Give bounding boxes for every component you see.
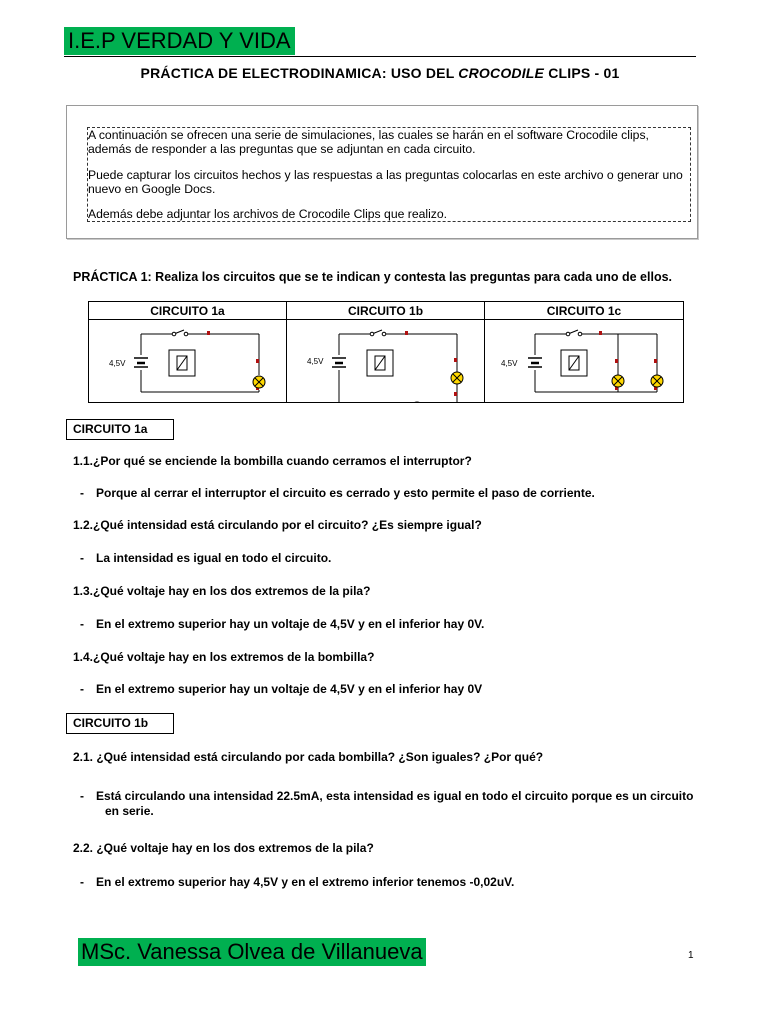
- section-label-1a: CIRCUITO 1a: [66, 419, 174, 440]
- terminal-icon: [654, 359, 657, 363]
- title-suffix: CLIPS - 01: [548, 65, 620, 81]
- circuit-1b-diagram: [287, 320, 484, 402]
- question-1-3: 1.3.¿Qué voltaje hay en los dos extremos de la pila?: [73, 584, 371, 598]
- title-italic: CROCODILE: [458, 65, 545, 81]
- terminal-icon: [256, 359, 259, 363]
- circuit-header-1c: CIRCUITO 1c: [485, 302, 684, 320]
- battery-label: 4,5V: [307, 357, 324, 366]
- document-title: [64, 65, 696, 81]
- question-1-4: 1.4.¿Qué voltaje hay en los extremos de la bombilla?: [73, 650, 375, 664]
- question-2-1: 2.1. ¿Qué intensidad está circulando por cada bombilla? ¿Son iguales? ¿Por qué?: [73, 750, 544, 764]
- battery-label: 4,5V: [501, 359, 518, 368]
- intro-paragraph-3: Además debe adjuntar los archivos de Crocodile Clips que realizo.: [88, 207, 448, 221]
- circuit-table: [88, 301, 684, 403]
- terminal-icon: [599, 331, 602, 335]
- circuit-1a-diagram: [89, 320, 286, 402]
- answer-2-2: - En el extremo superior hay 4,5V y en el extremo inferior tenemos -0,02uV.: [80, 875, 515, 889]
- question-1-1: 1.1.¿Por qué se enciende la bombilla cuando cerramos el interruptor?: [73, 454, 472, 468]
- page-number: 1: [688, 950, 694, 961]
- header-divider: [64, 56, 696, 57]
- question-2-2: 2.2. ¿Qué voltaje hay en los dos extremos de la pila?: [73, 841, 374, 855]
- intro-paragraph-1: A continuación se ofrecen una serie de simulaciones, las cuales se harán en el software Crocodile clips, además de responder a las preguntas que se adjuntan en cada circuito.: [88, 128, 649, 156]
- title-prefix: PRÁCTICA DE ELECTRODINAMICA: USO DEL: [140, 65, 455, 81]
- circuit-1c-cell: [485, 320, 684, 403]
- circuit-header-1b: CIRCUITO 1b: [287, 302, 485, 320]
- answer-1-3: - En el extremo superior hay un voltaje de 4,5V y en el inferior hay 0V.: [80, 617, 485, 631]
- practica-instruction: PRÁCTICA 1: Realiza los circuitos que se te indican y contesta las preguntas para cada uno de ellos.: [73, 270, 673, 284]
- circuit-1a-cell: [89, 320, 287, 403]
- author-name: MSc. Vanessa Olvea de Villanueva: [78, 938, 426, 966]
- answer-1-4: - En el extremo superior hay un voltaje de 4,5V y en el inferior hay 0V: [80, 682, 483, 696]
- answer-1-1: - Porque al cerrar el interruptor el circuito es cerrado y esto permite el paso de corriente.: [80, 486, 595, 500]
- terminal-icon: [454, 358, 457, 362]
- terminal-icon: [454, 392, 457, 396]
- answer-2-1: - Está circulando una intensidad 22.5mA, esta intensidad es igual en todo el circuito porque es un circuito en serie.: [80, 789, 694, 818]
- battery-label: 4,5V: [109, 359, 126, 368]
- question-1-2: 1.2.¿Qué intensidad está circulando por el circuito? ¿Es siempre igual?: [73, 518, 482, 532]
- circuit-header-1a: CIRCUITO 1a: [89, 302, 287, 320]
- circuit-1b-cell: [287, 320, 485, 403]
- circuit-1c-diagram: [485, 320, 683, 402]
- terminal-icon: [207, 331, 210, 335]
- section-label-1b: CIRCUITO 1b: [66, 713, 174, 734]
- school-name: I.E.P VERDAD Y VIDA: [64, 27, 295, 55]
- terminal-icon: [405, 331, 408, 335]
- intro-paragraph-2: Puede capturar los circuitos hechos y las respuestas a las preguntas colocarlas en este archivo o generar uno nuevo en Google Docs.: [88, 168, 683, 196]
- answer-1-2: - La intensidad es igual en todo el circuito.: [80, 551, 332, 565]
- terminal-icon: [615, 359, 618, 363]
